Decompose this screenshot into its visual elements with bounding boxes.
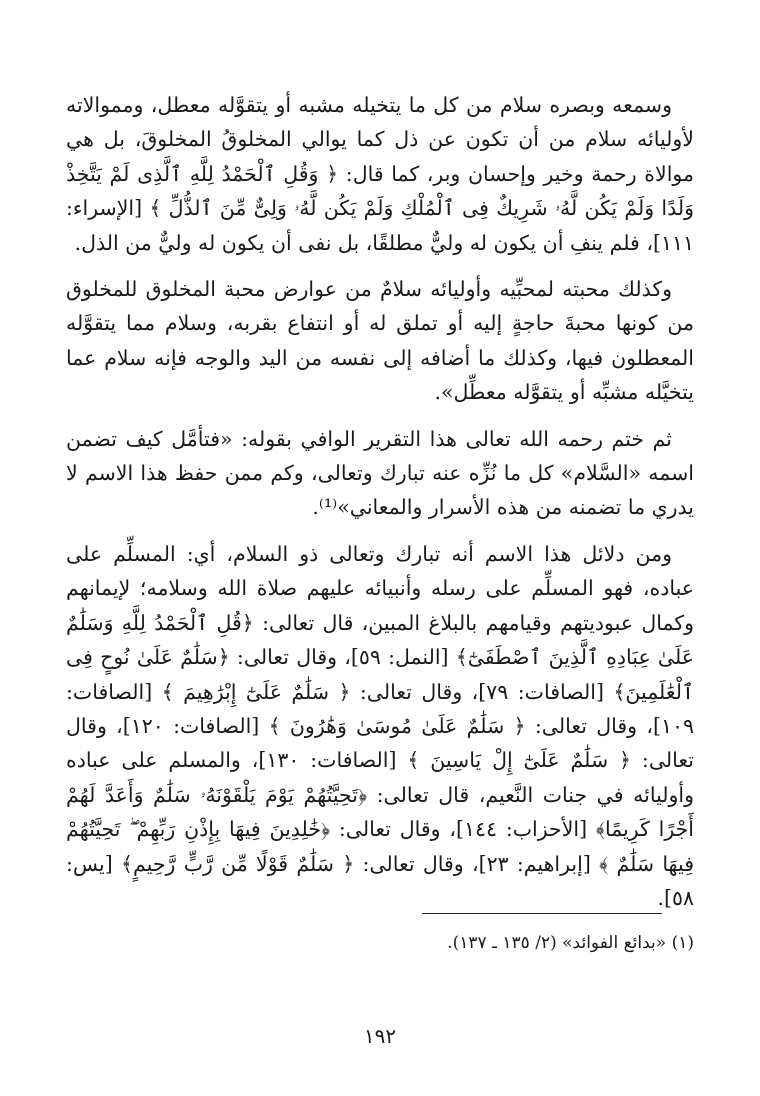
paragraph-3: ثم ختم رحمه الله تعالى هذا التقرير الوافي بقوله: «فتأمَّل كيف تضمن اسمه «السَّلام» كل ما نُزِّه عنه تبارك وتعالى، وكم ممن حفظ هذا الاسم لا يدري ما تضمنه من هذه الأسرار والمعاني»⁽¹⁾. [66,426,694,520]
footnote: (١) «بدائع الفوائد» (٢/ ١٣٥ ـ ١٣٧). [447,933,694,953]
page-number: ١٩٢ [363,1024,397,1048]
main-text [66,88,694,927]
paragraph-2: وكذلك محبته لمحبِّيه وأوليائه سلامٌ من عوارض محبة المخلوق للمخلوق من كونها محبةَ حاجةٍ إليه أو تملق له أو انتفاع بقربه، وسلام مما يتقوَّله المعطلون فيها، وكذلك ما أضافه إلى نفسه من اليد والوجه فإنه سلام عما يتخيَّله مشبِّه أو يتقوَّله معطِّل». [66,277,694,405]
paragraph-4: ومن دلائل هذا الاسم أنه تبارك وتعالى ذو السلام، أي: المسلِّم على عباده، فهو المسلِّم على رسله وأنبيائه عليهم صلاة الله وسلامه؛ لإيمانهم وكمال عبوديتهم وقيامهم بالبلاغ المبين، قال تعالى: ﴿قُلِ ٱلْحَمْدُ لِلَّهِ وَسَلَٰمٌ عَلَىٰ عِبَادِهِ ٱلَّذِينَ ٱصْطَفَىٰٓ﴾ [النمل: ٥٩]، وقال تعالى: ﴿سَلَٰمٌ عَلَىٰ نُوحٍ فِى ٱلْعَٰلَمِينَ﴾ [الصافات: ٧٩]، وقال تعالى: ﴿ سَلَٰمٌ عَلَىٰٓ إِبْرَٰهِيمَ ﴾ [الصافات: ١٠٩]، وقال تعالى: ﴿ سَلَٰمٌ عَلَىٰ مُوسَىٰ وَهَٰرُونَ ﴾ [الصافات: ١٢٠]، وقال تعالى: ﴿ سَلَٰمٌ عَلَىٰٓ إِلْ يَاسِينَ ﴾ [الصافات: ١٣٠]، والمسلم على عباده وأوليائه في جنات النَّعيم، قال تعالى: ﴿تَحِيَّتُهُمْ يَوْمَ يَلْقَوْنَهُۥ سَلَٰمٌ وَأَعَدَّ لَهُمْ أَجْرًا كَرِيمًا﴾ [الأحزاب: ١٤٤]، وقال تعالى: ﴿خَٰلِدِينَ فِيهَا بِإِذْنِ رَبِّهِمْ ۖ تَحِيَّتُهُمْ فِيهَا سَلَٰمٌ ﴾ [إبراهيم: ٢٣]، وقال تعالى: ﴿ سَلَٰمٌ قَوْلًا مِّن رَّبٍّ رَّحِيمٍ﴾ [يس: ٥٨]. [66,541,695,910]
paragraph-1: وسمعه وبصره سلام من كل ما يتخيله مشبه أو يتقوَّله معطل، ومموالاته لأوليائه سلام من أن تكون عن ذل كما يوالي المخلوقُ المخلوقَ، بل هي موالاة رحمة وخير وإحسان وبر، كما قال: ﴿ وَقُلِ ٱلْحَمْدُ لِلَّهِ ٱلَّذِى لَمْ يَتَّخِذْ وَلَدًا وَلَمْ يَكُن لَّهُۥ شَرِيكٌ فِى ٱلْمُلْكِ وَلَمْ يَكُن لَّهُۥ وَلِىٌّ مِّنَ ٱلذُّلِّ ﴾ [الإسراء: ١١١]، فلم ينفِ أن يكون له وليٌّ مطلقًا، بل نفى أن يكون له وليٌّ من الذل. [66,93,694,255]
footnote-divider [422,913,662,914]
